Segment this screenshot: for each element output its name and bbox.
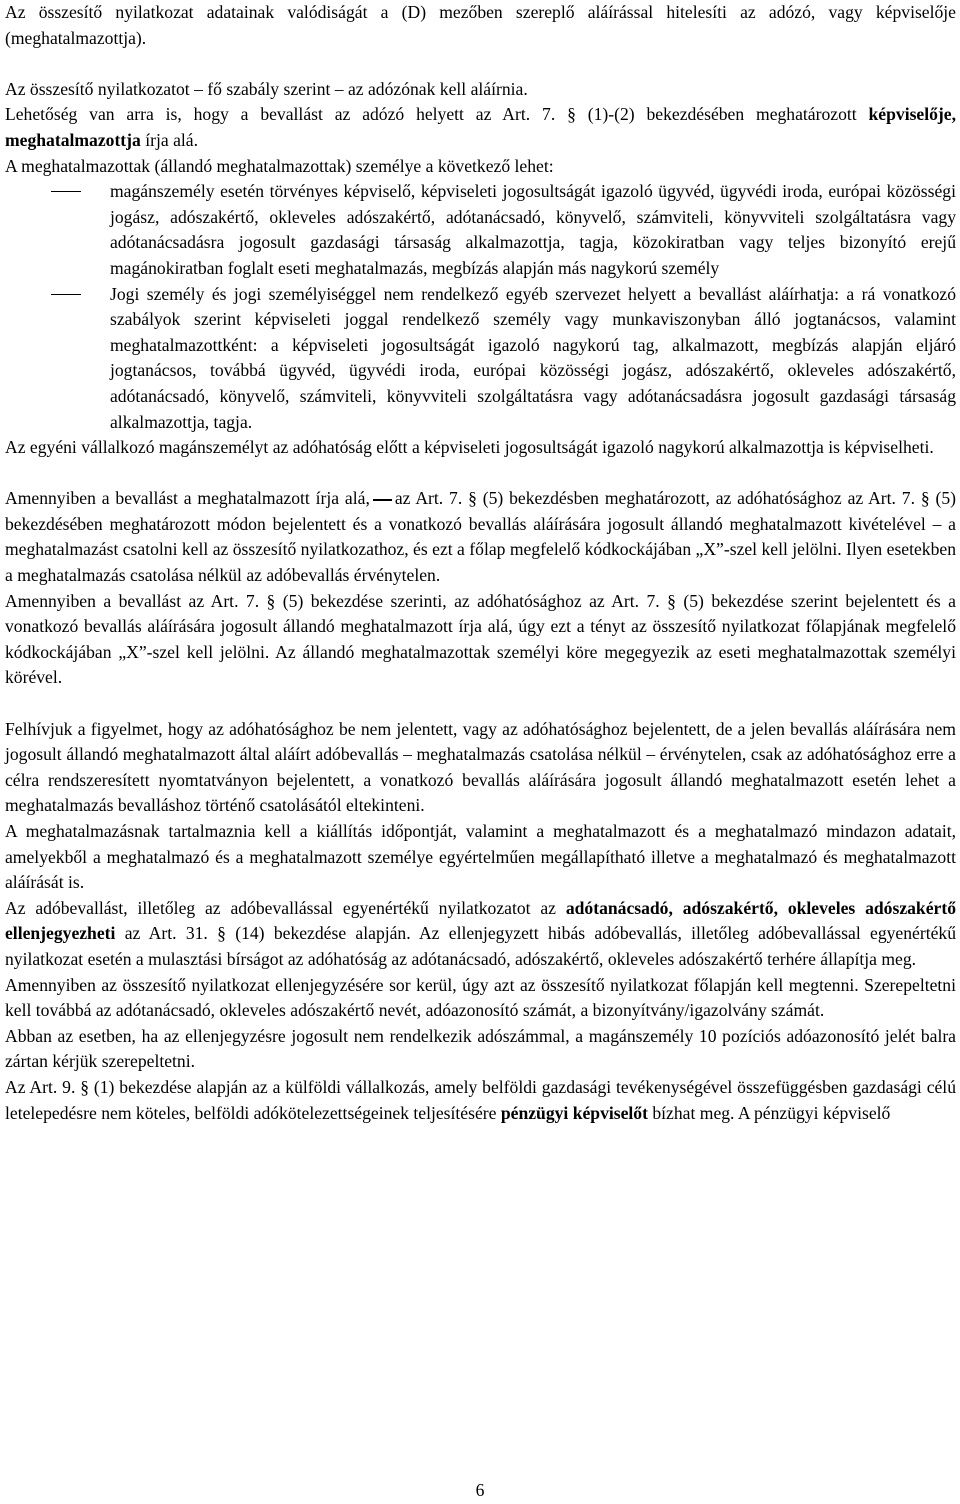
paragraph-sole-trader: Az egyéni vállalkozó magánszemélyt az adóhatóság előtt a képviseleti jogosultságát igazoló nagykorú alkalmazottja is képviselheti.	[5, 437, 934, 458]
paragraph-representative: Lehetőség van arra is, hogy a bevallást az adózó helyett az Art. 7. § (1)-(2) bekezdésében meghatározott képviselője, meghatalmazottja írja alá.	[5, 104, 956, 150]
paragraph-financial-representative: Az Art. 9. § (1) bekezdése alapján az a külföldi vállalkozás, amely belföldi gazdasági tevékenységével összefüggésben gazdasági célú letelepedésre nem köteles, belföldi adókötelezettségeinek teljesítésére pénzügyi képviselőt bízhat meg. A pénzügyi képviselő	[5, 1076, 956, 1123]
paragraph-authentication: Az összesítő nyilatkozat adatainak valódiságát a (D) mezőben szereplő aláírással hitelesíti az adózó, vagy képviselője (meghatalmazottja).	[5, 2, 956, 48]
list-item-private-person: magánszemély esetén törvényes képviselő, képviseleti jogosultságát igazoló ügyvéd, ügyvédi iroda, európai közösségi jogász, adószakértő, okleveles adószakértő, adótanácsadó, könyvelő, számviteli, könyvviteli szolgáltatásra vagy adótanácsadásra jogosult gazdasági társaság alkalmazottja, tagja, közokiratban vagy teljes bizonyító erejű magánokiratban foglalt eseti meghatalmazás, megbízás alapján más nagykorú személy	[5, 179, 956, 281]
paragraph-countersign: Az adóbevallást, illetőleg az adóbevallással egyenértékű nyilatkozatot az adótanácsadó, adószakértő, okleveles adószakértő ellenjegyezheti az Art. 31. § (14) bekezdése alapján. Az ellenjegyzett hibás adóbevallás, illetőleg adóbevallással egyenértékű nyilatkozat esetén a mulasztási bírságot az adóhatóság az adótanácsadó, adószakértő, okleveles adószakértő terhére állapítja meg.	[5, 897, 956, 969]
paragraph-main-rule: Az összesítő nyilatkozatot – fő szabály szerint – az adózónak kell aláírnia.	[5, 78, 528, 99]
paragraph-countersign-mainsheet: Amennyiben az összesítő nyilatkozat ellenjegyzésére sor kerül, úgy azt az összesítő nyilatkozat főlapján kell megtenni. Szerepeltetni kell továbbá az adótanácsadó, okleveles adószakértő nevét, adóazonosító számát, a bizonyítvány/igazolvány számát.	[5, 974, 956, 1021]
paragraph-persons-intro: A meghatalmazottak (állandó meghatalmazottak) személye a következő lehet:	[5, 155, 554, 176]
paragraph-attention: Felhívjuk a figyelmet, hogy az adóhatósághoz be nem jelentett, vagy az adóhatósághoz bejelentett, de a jelen bevallás aláírására nem jogosult állandó meghatalmazott által aláírt adóbevallás – meghatalmazás csatolása nélkül – érvénytelen, csak az adóhatósághoz erre a célra rendszeresített nyomtatványon bejelentett, a vonatkozó bevallás aláírására jogosult állandó meghatalmazott esetén lehet a meghatalmazás bevalláshoz történő csatolásától eltekinteni.	[5, 718, 956, 816]
document-page	[5, 0, 956, 1126]
paragraph-permanent-representative: Amennyiben a bevallást az Art. 7. § (5) bekezdése szerinti, az adóhatósághoz az Art. 7. § (5) bekezdése szerint bejelentett és a vonatkozó bevallás aláírására jogosult állandó meghatalmazott írja alá, úgy ezt a tényt az összesítő nyilatkozat főlapjának megfelelő kódkockájában „X”-szel kell jelölni. Az állandó meghatalmazottak személyi köre megegyezik az eseti meghatalmazottak személyi körével.	[5, 590, 956, 688]
paragraph-authorization-attach: Amennyiben a bevallást a meghatalmazott írja alá, az Art. 7. § (5) bekezdésben meghatározott, az adóhatósághoz az Art. 7. § (5) bekezdésében meghatározott módon bejelentett és a vonatkozó bevallás aláírására jogosult állandó meghatalmazott kivételével – a meghatalmazást csatolni kell az összesítő nyilatkozathoz, és ezt a főlap megfelelő kódkockájában „X”-szel kell jelölni. Ilyen esetekben a meghatalmazás csatolása nélkül az adóbevallás érvénytelen.	[5, 488, 956, 586]
paragraph-authorization-content: A meghatalmazásnak tartalmaznia kell a kiállítás időpontját, valamint a meghatalmazott és a meghatalmazó mindazon adatait, amelyekből a meghatalmazó és a meghatalmazott személye egyértelműen megállapítható illetve a meghatalmazó és meghatalmazott aláírását is.	[5, 821, 956, 893]
dash-bullet	[51, 191, 81, 192]
list-item-legal-person: Jogi személy és jogi személyiséggel nem rendelkező egyéb szervezet helyett a bevallást aláírhatja: a rá vonatkozó szabályok szerint képviseleti joggal rendelkező személy vagy munkaviszonyban álló jogtanácsos, valamint meghatalmazottként: a képviseleti jogosultságát igazoló nagykorú tag, alkalmazott, megbízás alapján eljáró jogtanácsos, továbbá ügyvéd, ügyvédi iroda, európai közösségi jogász, adószakértő, okleveles adószakértő, adótanácsadó, könyvelő, számviteli, könyvviteli szolgáltatásra vagy adótanácsadásra jogosult gazdasági társaság alkalmazottja, tagja.	[5, 282, 956, 436]
page-number: 6	[475, 1480, 485, 1500]
paragraph-tax-id: Abban az esetben, ha az ellenjegyzésre jogosult nem rendelkezik adószámmal, a magánszemély 10 pozíciós adóazonosító jelét balra zártan kérjük szerepeltetni.	[5, 1025, 956, 1072]
dash-bullet	[51, 294, 81, 295]
